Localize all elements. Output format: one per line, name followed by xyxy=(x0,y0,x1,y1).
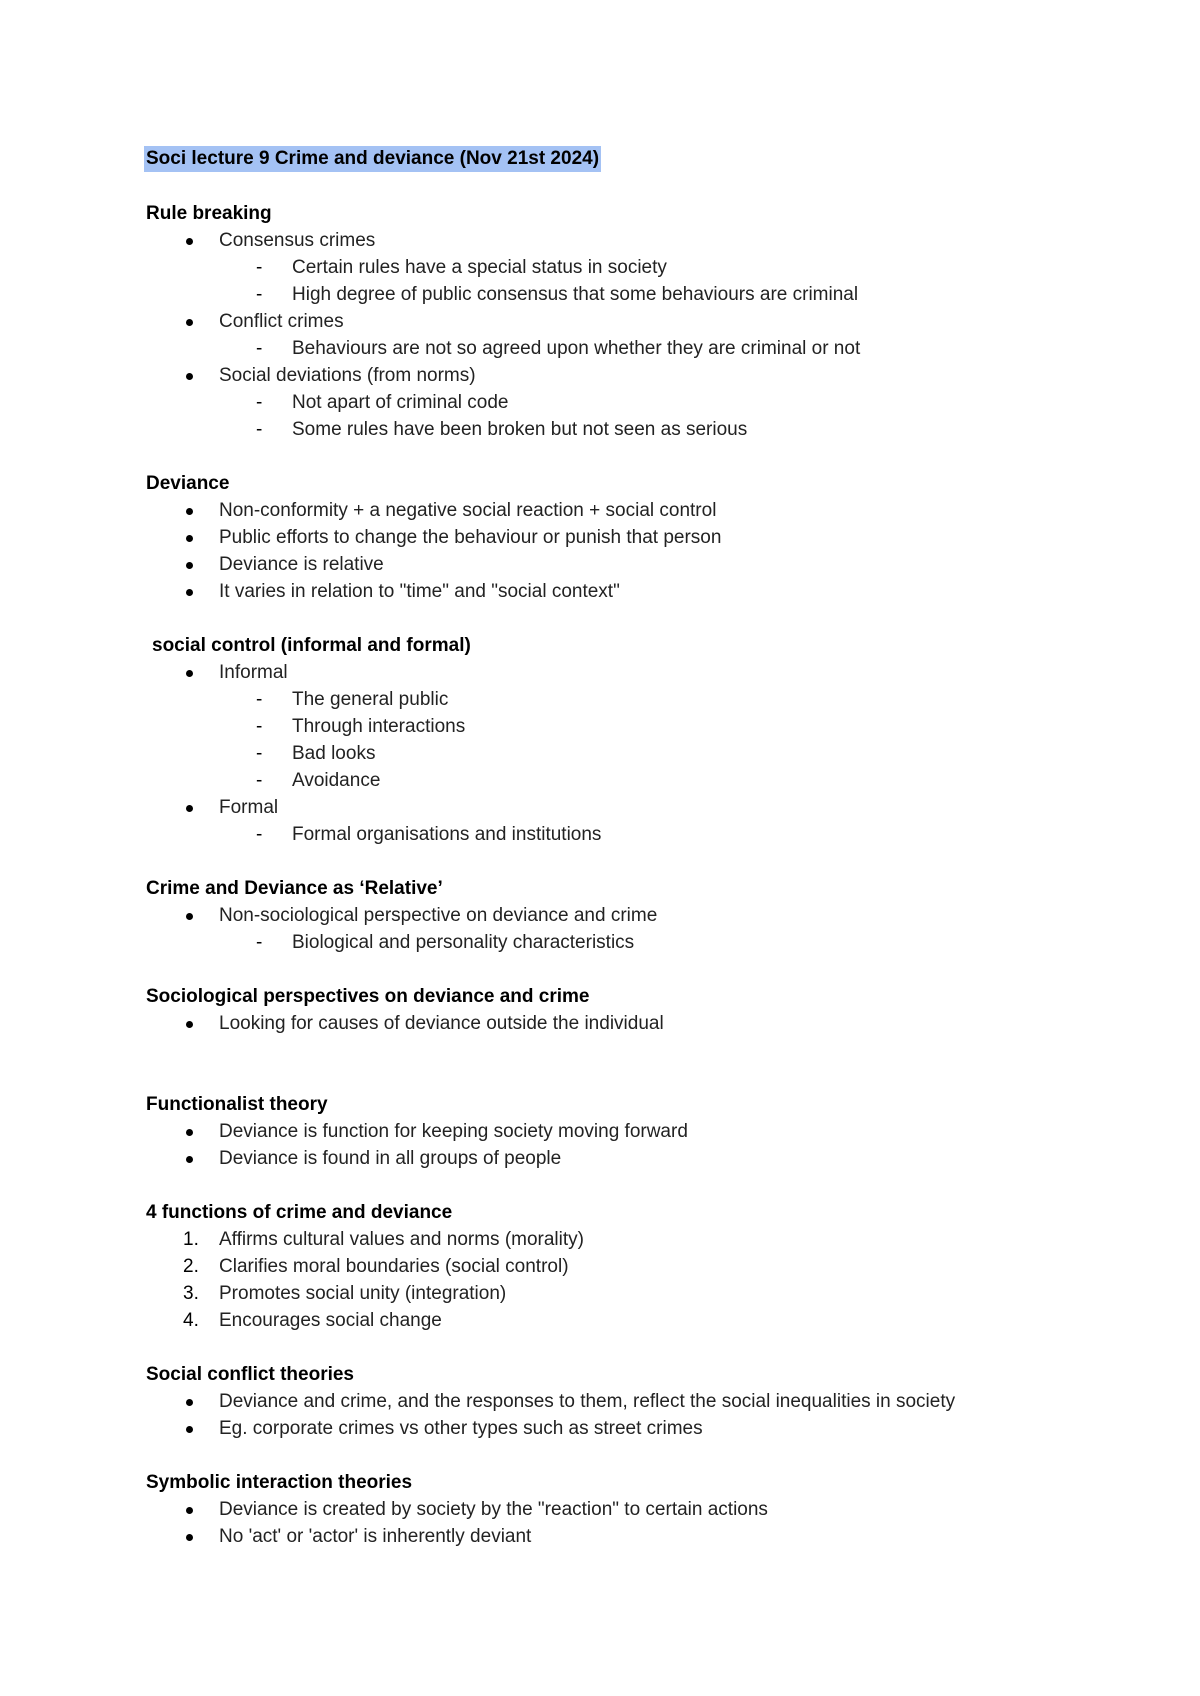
section-heading: Functionalist theory xyxy=(146,1094,328,1115)
bullet-icon xyxy=(186,589,193,596)
bullet-icon xyxy=(186,508,193,515)
list-item: Clarifies moral boundaries (social control) xyxy=(219,1256,569,1277)
section-heading: social control (informal and formal) xyxy=(152,635,471,656)
bullet-icon xyxy=(186,1426,193,1433)
sub-list-item: Behaviours are not so agreed upon whether they are criminal or not xyxy=(292,338,861,359)
bullet-icon xyxy=(186,535,193,542)
sub-list-item: Through interactions xyxy=(292,716,466,737)
sub-list-item: Not apart of criminal code xyxy=(292,392,509,413)
sub-list-item: Bad looks xyxy=(292,743,376,764)
list-item: Deviance is relative xyxy=(219,554,384,575)
section-heading: Deviance xyxy=(146,473,230,494)
list-item: Looking for causes of deviance outside the individual xyxy=(219,1013,664,1034)
document-title: Soci lecture 9 Crime and deviance (Nov 21st 2024) xyxy=(144,146,601,172)
section-heading: Crime and Deviance as ‘Relative’ xyxy=(146,878,443,899)
bullet-icon xyxy=(186,1399,193,1406)
bullet-icon xyxy=(186,913,193,920)
list-item: Affirms cultural values and norms (morality) xyxy=(219,1229,584,1250)
section-heading: Social conflict theories xyxy=(146,1364,354,1385)
sub-list-item: High degree of public consensus that some behaviours are criminal xyxy=(292,284,859,305)
bullet-icon xyxy=(186,1507,193,1514)
list-number: 2. xyxy=(183,1256,199,1277)
dash-marker: - xyxy=(256,716,263,737)
list-item: Encourages social change xyxy=(219,1310,442,1331)
list-number: 4. xyxy=(183,1310,199,1331)
bullet-icon xyxy=(186,238,193,245)
dash-marker: - xyxy=(256,419,263,440)
list-item: No 'act' or 'actor' is inherently deviant xyxy=(219,1526,532,1547)
sub-list-item: Formal organisations and institutions xyxy=(292,824,602,845)
bullet-icon xyxy=(186,1021,193,1028)
dash-marker: - xyxy=(256,257,263,278)
list-item: Consensus crimes xyxy=(219,230,376,251)
bullet-icon xyxy=(186,562,193,569)
section-heading: Symbolic interaction theories xyxy=(146,1472,413,1493)
list-item: Social deviations (from norms) xyxy=(219,365,476,386)
bullet-icon xyxy=(186,1156,193,1163)
list-item: Promotes social unity (integration) xyxy=(219,1283,507,1304)
dash-marker: - xyxy=(256,284,263,305)
list-item: Deviance is function for keeping society moving forward xyxy=(219,1121,688,1142)
section-heading: Rule breaking xyxy=(146,203,272,224)
list-item: Eg. corporate crimes vs other types such as street crimes xyxy=(219,1418,703,1439)
bullet-icon xyxy=(186,805,193,812)
sub-list-item: Avoidance xyxy=(292,770,381,791)
list-number: 1. xyxy=(183,1229,199,1250)
bullet-icon xyxy=(186,319,193,326)
dash-marker: - xyxy=(256,770,263,791)
dash-marker: - xyxy=(256,932,263,953)
sub-list-item: Some rules have been broken but not seen as serious xyxy=(292,419,748,440)
list-number: 3. xyxy=(183,1283,199,1304)
sub-list-item: Certain rules have a special status in society xyxy=(292,257,667,278)
list-item: It varies in relation to "time" and "social context" xyxy=(219,581,620,602)
list-item: Informal xyxy=(219,662,288,683)
list-item: Deviance is created by society by the "reaction" to certain actions xyxy=(219,1499,768,1520)
list-item: Deviance and crime, and the responses to them, reflect the social inequalities in society xyxy=(219,1391,956,1412)
list-item: Public efforts to change the behaviour or punish that person xyxy=(219,527,722,548)
dash-marker: - xyxy=(256,392,263,413)
dash-marker: - xyxy=(256,743,263,764)
list-item: Non-conformity + a negative social reaction + social control xyxy=(219,500,717,521)
section-heading: Sociological perspectives on deviance and crime xyxy=(146,986,590,1007)
list-item: Formal xyxy=(219,797,279,818)
sub-list-item: Biological and personality characteristics xyxy=(292,932,635,953)
dash-marker: - xyxy=(256,689,263,710)
list-item: Conflict crimes xyxy=(219,311,344,332)
bullet-icon xyxy=(186,1534,193,1541)
list-item: Deviance is found in all groups of people xyxy=(219,1148,562,1169)
list-item: Non-sociological perspective on deviance and crime xyxy=(219,905,658,926)
sub-list-item: The general public xyxy=(292,689,449,710)
bullet-icon xyxy=(186,1129,193,1136)
bullet-icon xyxy=(186,670,193,677)
section-heading: 4 functions of crime and deviance xyxy=(146,1202,453,1223)
bullet-icon xyxy=(186,373,193,380)
dash-marker: - xyxy=(256,824,263,845)
dash-marker: - xyxy=(256,338,263,359)
